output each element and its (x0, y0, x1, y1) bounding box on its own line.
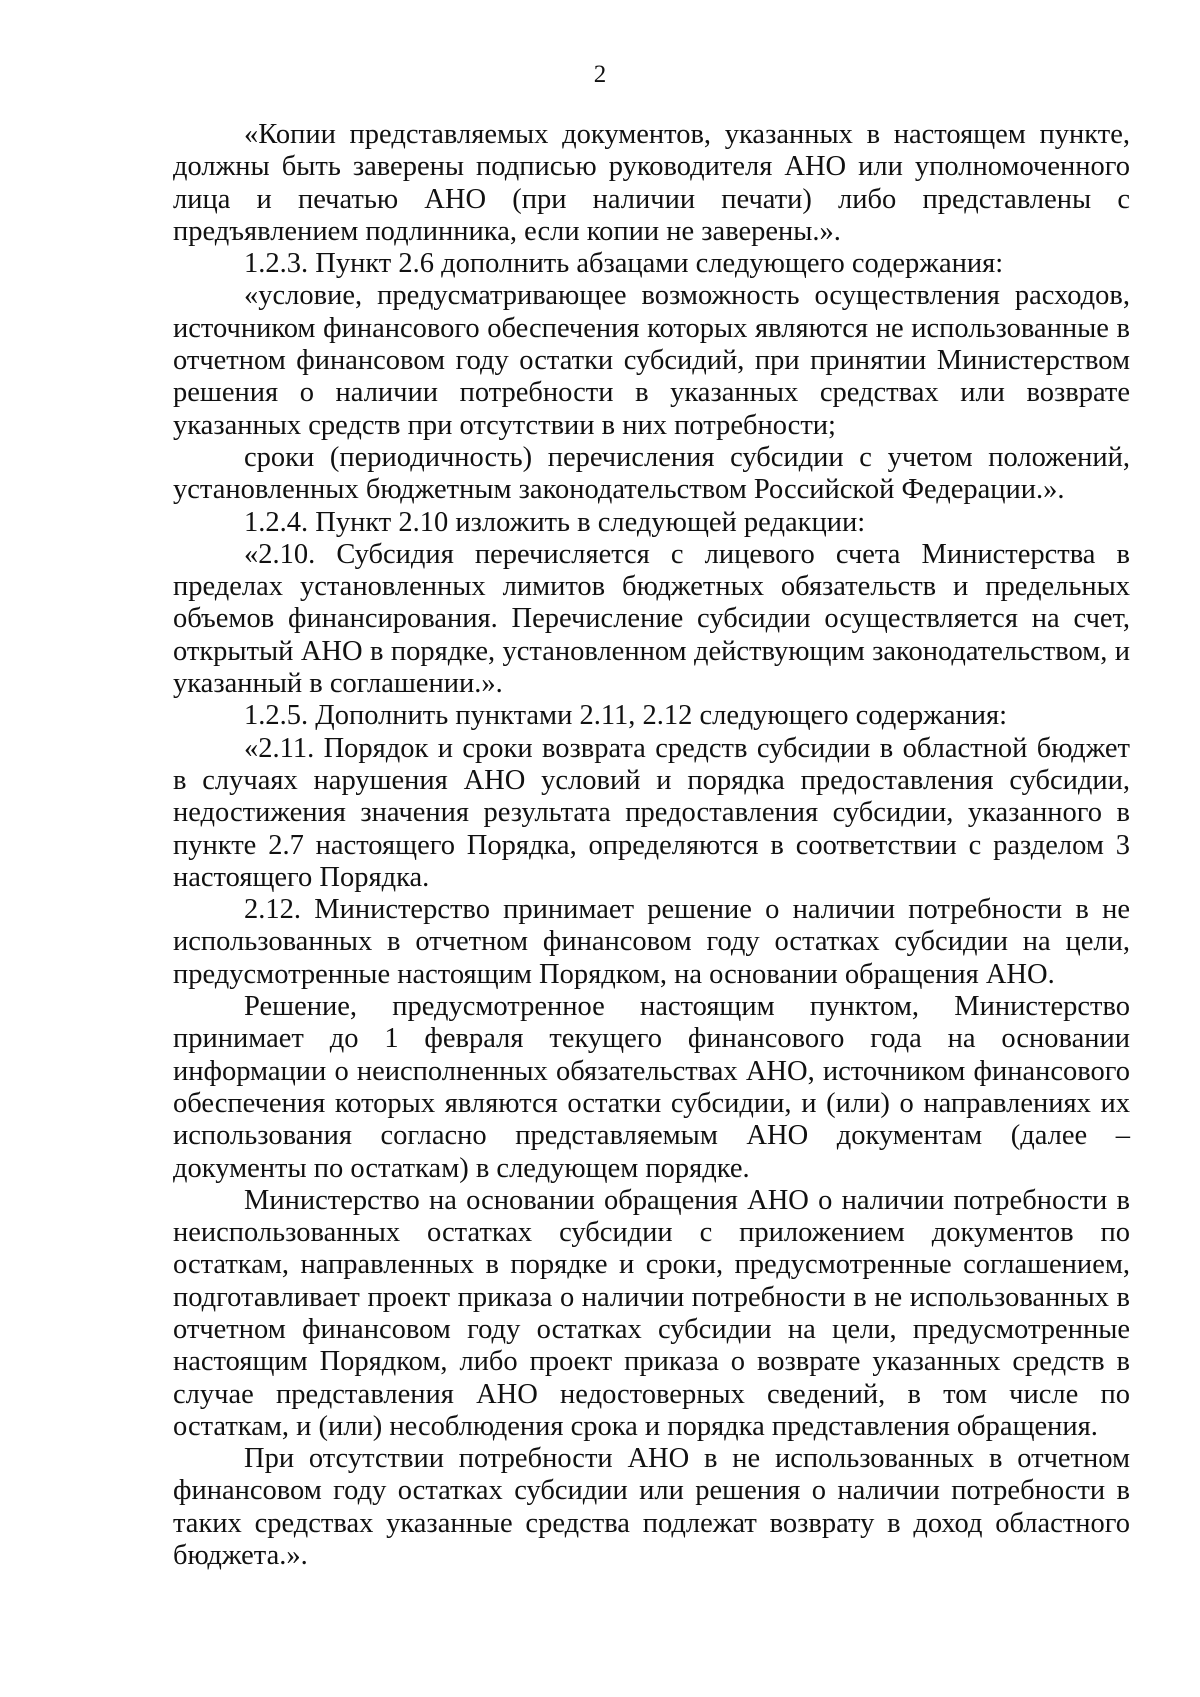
paragraph-ministry-order: Министерство на основании обращения АНО о наличии потребности в неиспользованных остатках субсидии с приложением документов по остаткам, направленных в порядке и сроки, предусмотренные соглашением, подготавливает проект приказа о наличии потребности в не использованных в отчетном финансовом году остатках субсидии на цели, предусмотренные настоящим Порядком, либо проект приказа о возврате указанных средств в случае представления АНО недостоверных сведений, в том числе по остаткам, и (или) несоблюдения срока и порядка представления обращения. (173, 1184, 1130, 1442)
paragraph-2-10: «2.10. Субсидия перечисляется с лицевого счета Министерства в пределах установленных лимитов бюджетных обязательств и предельных объемов финансирования. Перечисление субсидии осуществляется на счет, открытый АНО в порядке, установленном действующим законодательством, и указанный в соглашении.». (173, 538, 1130, 700)
paragraph-2-12: 2.12. Министерство принимает решение о наличии потребности в не использованных в отчетном финансовом году остатках субсидии на цели, предусмотренные настоящим Порядком, на основании обращения АНО. (173, 894, 1130, 990)
page-number: 2 (593, 61, 607, 88)
paragraph-copies-certification: «Копии представляемых документов, указанных в настоящем пункте, должны быть заверены подписью руководителя АНО или уполномоченного лица и печатью АНО (при наличии печати) либо представлены с предъявлением подлинника, если копии не заверены.». (173, 119, 1130, 247)
paragraph-1-2-4: 1.2.4. Пункт 2.10 изложить в следующей редакции: (244, 506, 866, 538)
paragraph-decision: Решение, предусмотренное настоящим пунктом, Министерство принимает до 1 февраля текущего финансового года на основании информации о неисполненных обязательствах АНО, источником финансового обеспечения которых являются остатки субсидии, и (или) о направлениях их использования согласно представляемым АНО документам (далее – документы по остаткам) в следующем порядке. (173, 991, 1130, 1184)
paragraph-2-11: «2.11. Порядок и сроки возврата средств субсидии в областной бюджет в случаях нарушения АНО условий и порядка предоставления субсидии, недостижения значения результата предоставления субсидии, указанного в пункте 2.7 настоящего Порядка, определяются в соответствии с разделом 3 настоящего Порядка. (173, 732, 1130, 893)
paragraph-return-funds: При отсутствии потребности АНО в не использованных в отчетном финансовом году остатках субсидии или решения о наличии потребности в таких средствах указанные средства подлежат возврату в доход областного бюджета.». (173, 1443, 1130, 1572)
paragraph-transfer-periodicity: сроки (периодичность) перечисления субсидии с учетом положений, установленных бюджетным законодательством Российской Федерации.». (173, 441, 1130, 506)
document-body (173, 119, 1130, 1572)
paragraph-condition-expenses: «условие, предусматривающее возможность осуществления расходов, источником финансового обеспечения которых являются не использованные в отчетном финансовом году остатки субсидий, при принятии Министерством решения о наличии потребности в указанных средствах или возврате указанных средств при отсутствии в них потребности; (173, 280, 1130, 441)
paragraph-1-2-5: 1.2.5. Дополнить пунктами 2.11, 2.12 следующего содержания: (244, 700, 1008, 732)
paragraph-1-2-3: 1.2.3. Пункт 2.6 дополнить абзацами следующего содержания: (244, 248, 1004, 280)
